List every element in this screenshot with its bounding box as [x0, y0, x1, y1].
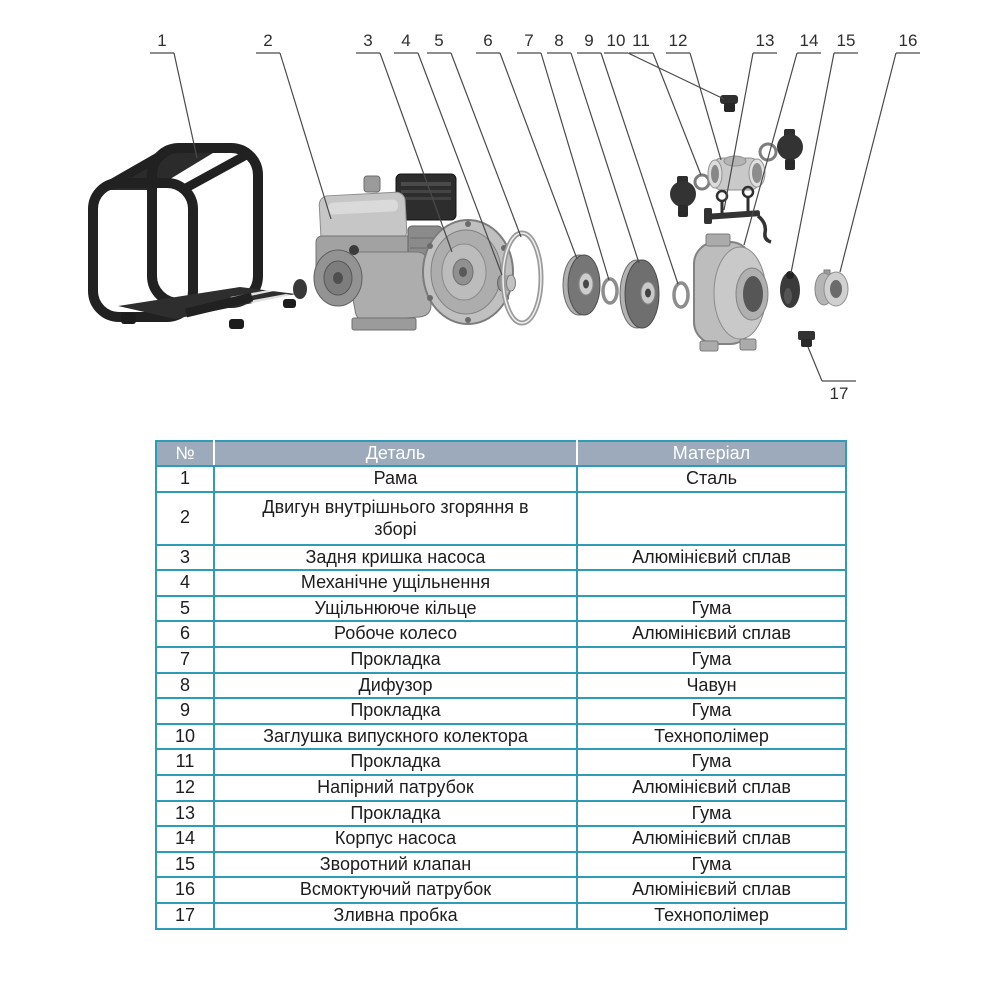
callout-label-2: 2	[263, 31, 273, 50]
row-number: 17	[156, 903, 214, 929]
leader-line	[280, 53, 331, 219]
table-row	[156, 647, 846, 673]
callout-label-3: 3	[363, 31, 373, 50]
part-name: Зворотний клапан	[214, 852, 577, 878]
table-row	[156, 570, 846, 596]
part-name: Двигун внутрішнього згоряння в зборі	[214, 492, 577, 545]
table-row	[156, 596, 846, 622]
callout-10	[604, 31, 724, 99]
row-number: 7	[156, 647, 214, 673]
material-name: Чавун	[577, 673, 846, 699]
leader-line	[628, 53, 724, 99]
material-name: Гума	[577, 801, 846, 827]
table-row	[156, 826, 846, 852]
table-row	[156, 698, 846, 724]
part-name: Дифузор	[214, 673, 577, 699]
material-name: Алюмінієвий сплав	[577, 826, 846, 852]
callout-9	[577, 31, 678, 284]
callout-label-1: 1	[157, 31, 167, 50]
callout-label-5: 5	[434, 31, 444, 50]
manifold-plug	[720, 95, 738, 112]
table-row	[156, 673, 846, 699]
leader-line	[653, 53, 701, 175]
callout-2	[256, 31, 331, 219]
part-name: Заглушка випускного колектора	[214, 724, 577, 750]
row-number: 15	[156, 852, 214, 878]
material-name: Гума	[577, 698, 846, 724]
table-row	[156, 903, 846, 929]
table-row	[156, 852, 846, 878]
row-number: 11	[156, 749, 214, 775]
part-name: Прокладка	[214, 647, 577, 673]
row-number: 13	[156, 801, 214, 827]
row-number: 14	[156, 826, 214, 852]
row-number: 4	[156, 570, 214, 596]
check-valve	[780, 271, 800, 308]
table-header-row	[156, 441, 846, 466]
part-name: Робоче колесо	[214, 621, 577, 647]
col-header-part: Деталь	[214, 441, 577, 466]
mechanical-seal	[498, 275, 516, 291]
callout-7	[517, 31, 609, 280]
row-number: 16	[156, 877, 214, 903]
row-number: 1	[156, 466, 214, 492]
row-number: 6	[156, 621, 214, 647]
leader-line	[571, 53, 639, 263]
gasket-ring-9	[674, 283, 688, 307]
callout-16	[840, 31, 920, 272]
table-row	[156, 801, 846, 827]
table-row	[156, 749, 846, 775]
col-header-material: Матеріал	[577, 441, 846, 466]
valve-cap-right	[777, 129, 803, 170]
material-name: Гума	[577, 647, 846, 673]
callout-label-10: 10	[606, 31, 626, 50]
row-number: 5	[156, 596, 214, 622]
part-name: Зливна пробка	[214, 903, 577, 929]
callout-6	[476, 31, 577, 259]
row-number: 3	[156, 545, 214, 571]
leader-line	[174, 53, 197, 158]
valve-cap-left	[670, 176, 696, 217]
callout-label-15: 15	[836, 31, 856, 50]
table-row	[156, 466, 846, 492]
col-header-no: №	[156, 441, 214, 466]
callout-label-16: 16	[898, 31, 918, 50]
material-name	[577, 570, 846, 596]
callout-label-17: 17	[829, 384, 849, 403]
material-name: Алюмінієвий сплав	[577, 545, 846, 571]
material-name	[577, 492, 846, 545]
impeller	[563, 255, 600, 315]
callout-label-4: 4	[401, 31, 411, 50]
callout-label-12: 12	[668, 31, 688, 50]
material-name: Алюмінієвий сплав	[577, 775, 846, 801]
leader-line	[541, 53, 609, 280]
part-name: Ущільнююче кільце	[214, 596, 577, 622]
part-name: Прокладка	[214, 698, 577, 724]
table-row	[156, 877, 846, 903]
row-number: 2	[156, 492, 214, 545]
frame-part	[93, 148, 296, 329]
material-name: Гума	[577, 852, 846, 878]
material-name: Гума	[577, 749, 846, 775]
material-name: Сталь	[577, 466, 846, 492]
row-number: 10	[156, 724, 214, 750]
table-row	[156, 621, 846, 647]
material-name: Алюмінієвий сплав	[577, 621, 846, 647]
gasket-ring-7	[603, 279, 617, 303]
leader-line	[690, 53, 721, 160]
part-name: Всмоктуючий патрубок	[214, 877, 577, 903]
row-number: 9	[156, 698, 214, 724]
part-name: Напірний патрубок	[214, 775, 577, 801]
material-name: Технополімер	[577, 724, 846, 750]
part-name: Прокладка	[214, 801, 577, 827]
row-number: 8	[156, 673, 214, 699]
callout-label-7: 7	[524, 31, 534, 50]
parts-table	[155, 440, 847, 930]
material-name: Технополімер	[577, 903, 846, 929]
diffuser	[620, 260, 659, 328]
part-name: Прокладка	[214, 749, 577, 775]
callout-1	[150, 31, 197, 158]
suction-connector	[815, 270, 848, 306]
callout-17	[808, 347, 856, 403]
callout-12	[666, 31, 721, 160]
part-name: Корпус насоса	[214, 826, 577, 852]
material-name: Алюмінієвий сплав	[577, 877, 846, 903]
table-row	[156, 724, 846, 750]
exploded-view-diagram	[0, 0, 1000, 436]
table-row	[156, 492, 846, 545]
leader-line	[791, 53, 834, 273]
leader-line	[500, 53, 577, 259]
gasket-ring-11	[695, 175, 709, 189]
table-row	[156, 545, 846, 571]
callout-layer	[150, 31, 920, 403]
table-row	[156, 775, 846, 801]
material-name: Гума	[577, 596, 846, 622]
callout-label-6: 6	[483, 31, 493, 50]
discharge-connector	[708, 156, 765, 190]
pump-body	[694, 234, 768, 351]
row-number: 12	[156, 775, 214, 801]
callout-11	[629, 31, 701, 175]
drain-plug	[798, 331, 815, 347]
callout-label-11: 11	[632, 31, 650, 50]
leader-line	[840, 53, 896, 272]
leader-line	[808, 347, 822, 381]
part-name: Механічне ущільнення	[214, 570, 577, 596]
part-name: Задня кришка насоса	[214, 545, 577, 571]
callout-label-9: 9	[584, 31, 594, 50]
callout-label-8: 8	[554, 31, 564, 50]
callout-label-14: 14	[799, 31, 819, 50]
rear-pump-cover	[423, 220, 513, 324]
callout-label-13: 13	[755, 31, 775, 50]
part-name: Рама	[214, 466, 577, 492]
